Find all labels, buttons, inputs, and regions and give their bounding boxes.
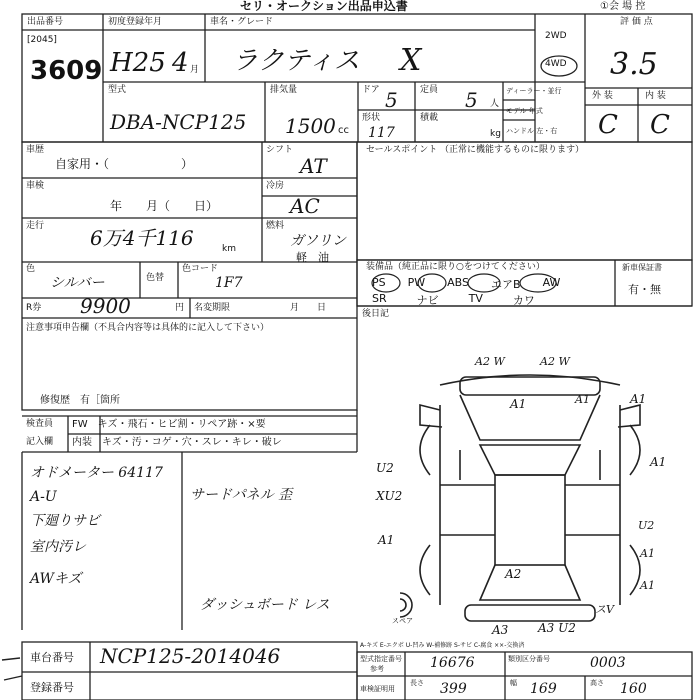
form-title: セリ・オークション出品申込書 [240,0,408,13]
inspector-entry-label: 記入欄 [26,437,54,447]
repair-label: 修復歴 有［箇所 [40,395,120,406]
lot-number-label: 出品番号 [27,17,64,27]
interior-label: 内 装 [645,91,666,101]
shape: 117 [368,125,395,141]
damage-mark: A2 W [540,355,570,368]
cc-unit: cc [338,125,349,136]
history-label: 車歴 [26,145,45,155]
inspector-row-1: FW キズ・飛石・ヒビ割・リペア跡・×要 [72,419,266,430]
shift-label: シフト [266,145,294,155]
damage-mark: A1 [510,397,527,411]
vehicle-grade: X [400,43,422,78]
inspector-row-2: 内装 キズ・汚・コゲ・穴・スレ・キレ・破レ [72,437,282,448]
km-unit: km [222,244,236,254]
inspector-note: 下廻りサビ [30,513,100,529]
inspector-note: A-U [30,489,57,505]
inspector-note: 室内汚レ [30,539,86,555]
mileage: 6万4千116 [90,226,194,250]
damage-mark: A3 U2 [538,621,576,635]
equip-airbag: エアB [491,278,521,291]
doors: 5 [385,88,398,112]
color-change-label: 色替 [146,273,165,283]
width-label: 幅 [510,679,517,687]
equipment-label: 装備品（純正品に限り○をつけてください） [366,262,545,272]
equip-ps: PS [372,276,386,289]
damage-mark: A1 [575,393,590,406]
color: シルバー [50,275,105,291]
class-label: 類別区分番号 [508,655,550,663]
car-damage-diagram [400,355,660,635]
damage-mark: スV [595,603,614,616]
yen-unit: 円 [175,303,185,313]
recycle-fee: 9900 [80,294,131,318]
damage-mark: XU2 [376,489,403,503]
equip-aw: AW [542,276,561,289]
doors-label: ドア [362,85,380,95]
registration-number-label: 登録番号 [30,681,74,694]
venue-copy-label: ①会 場 控 [600,1,646,12]
inspection-fields: 年 月（ 日） [110,199,219,213]
after-note-label: 後日記 [362,309,390,319]
equip-tv: TV [468,292,483,305]
chassis-number: NCP125-2014046 [100,644,281,668]
color-code-label: 色コード [182,264,219,274]
model-label: 型式 [108,85,127,95]
height-label: 高さ [590,679,604,687]
equip-navi: ナビ [416,294,439,307]
inspection-label: 車検 [26,181,45,191]
equipment-circles [366,272,566,302]
capacity-unit: 人 [490,99,500,109]
drive-4wd: 4WD [545,59,567,69]
cert-label: 車検証明用 [360,685,395,693]
handle-label: ハンドル 左・右 [506,127,558,135]
length-label: 長さ [410,679,424,687]
width: 169 [530,681,557,697]
fuel-label: 燃料 [266,221,285,231]
damage-mark: A1 [640,579,655,592]
lot-code: [2045] [27,35,57,45]
damage-mark: A1 [640,547,655,560]
name-change-label: 名変期限 [194,303,231,313]
inspector-note: AWキズ [30,571,82,587]
damage-legend: A-キズ E-エクボ U-凹み W-補修跡 S-サビ C-腐食 ××-交換済 [360,642,525,649]
warranty-label: 新車保証書 [622,263,662,272]
damage-mark: A2 [505,567,522,581]
fuel-option: 軽 油 [296,251,329,264]
class-number: 0003 [590,655,626,671]
dealer-label: ディーラー・並行 [506,87,562,95]
type-reference: 参考 [370,665,384,673]
shift: AT [300,154,327,178]
color-label: 色 [26,264,36,274]
fuel: ガソリン [290,233,346,249]
length: 399 [440,681,467,697]
type-number: 16676 [430,655,475,671]
caution-label: 注意事項申告欄（不具合内容等は具体的に記入して下さい） [26,323,270,333]
recycle-label: R券 [26,303,42,313]
equip-abs: ABS [447,276,470,289]
color-code: 1F7 [215,275,243,291]
inspector-note: オドメーター 64117 [30,465,163,481]
sales-point-label: セールスポイント （正常に機能するものに限ります） [366,145,585,155]
name-change-fields: 月 日 [290,303,327,313]
ac: AC [290,194,320,218]
shape-label: 形状 [362,113,381,123]
load-label: 積載 [420,113,439,123]
damage-mark: A1 [650,455,667,469]
displacement-label: 排気量 [270,85,298,95]
drive-2wd: 2WD [545,31,567,41]
inspector-right-note: サードパネル 歪 [190,487,293,503]
mileage-label: 走行 [26,221,45,231]
capacity: 5 [465,88,478,112]
exterior-grade: C [598,110,618,140]
history: 自家用・（ ） [55,157,194,171]
score-label: 評 価 点 [620,17,653,27]
interior-grade: C [650,110,670,140]
chassis-label: 車台番号 [30,651,74,664]
first-registration-label: 初度登録年月 [108,17,163,27]
month-unit: 月 [190,65,200,75]
warranty: 有・無 [628,283,661,296]
capacity-label: 定員 [420,85,439,95]
damage-mark: A3 [492,623,509,637]
exterior-label: 外 装 [592,91,613,101]
vehicle-name: ラクティス [232,46,360,76]
lot-number: 3609 [30,56,103,86]
vehicle-name-label: 車名・グレード [210,17,274,27]
registration-month: 4 [172,48,189,78]
type-designation-label: 型式指定番号 [360,655,402,663]
equip-leather: カワ [512,294,535,307]
handwritten-scribbles [0,640,30,700]
damage-mark: A2 W [475,355,505,368]
score-value: 3.5 [610,47,658,82]
equip-sr: SR [372,292,387,305]
inspector-right-note: ダッシュボード レス [200,597,330,613]
registration-year: H25 [110,48,166,78]
equip-pw: PW [407,276,426,289]
model-year-label: モデル 年式 [506,107,543,115]
inspector-label: 検査員 [26,419,54,429]
damage-mark: A1 [378,533,395,547]
damage-mark: U2 [638,519,655,532]
height: 160 [620,681,647,697]
4wd-circle [539,54,579,78]
kg-unit: kg [490,129,501,139]
model-code: DBA-NCP125 [110,110,247,134]
damage-mark: A1 [630,392,647,406]
ac-label: 冷房 [266,181,285,191]
damage-mark: U2 [376,461,394,475]
spare-label: スペア [392,617,413,625]
displacement: 1500 [285,114,336,138]
